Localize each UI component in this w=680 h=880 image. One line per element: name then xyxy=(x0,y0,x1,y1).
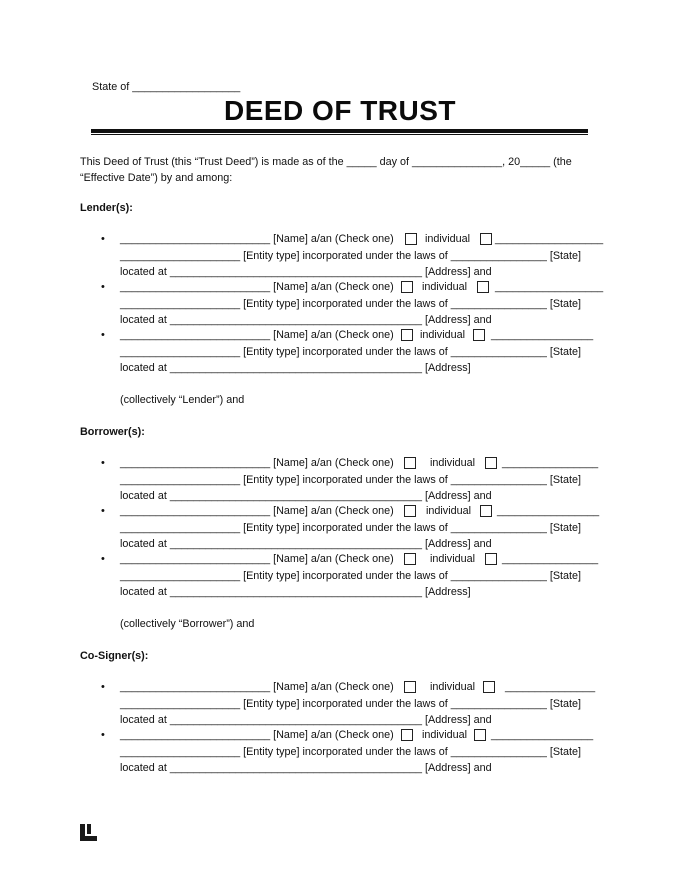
cosigner-2-entity-checkbox[interactable] xyxy=(401,729,413,741)
lender-2-individual-label: individual xyxy=(422,281,468,293)
cosigner-2-address-line[interactable]: located at __________________________________________ [Address] and xyxy=(120,762,492,774)
lender-heading: Lender(s): xyxy=(80,202,133,214)
borrower-1-entity-line[interactable]: ____________________ [Entity type] incorporated under the laws of ________________ [State] xyxy=(120,474,582,486)
lender-1-address-line[interactable]: located at __________________________________________ [Address] and xyxy=(120,266,492,278)
bullet-icon: • xyxy=(101,281,105,293)
cosigner-heading: Co-Signer(s): xyxy=(80,650,149,662)
bullet-icon: • xyxy=(101,505,105,517)
legal-templates-logo-icon xyxy=(80,824,97,841)
bullet-icon: • xyxy=(101,553,105,565)
lender-2-entity-line[interactable]: ____________________ [Entity type] incorporated under the laws of ________________ [State] xyxy=(120,298,582,310)
borrower-2-entity-line[interactable]: ____________________ [Entity type] incorporated under the laws of ________________ [State] xyxy=(120,522,582,534)
lender-1-entity-checkbox[interactable] xyxy=(405,233,417,245)
borrower-2-individual-checkbox[interactable] xyxy=(480,505,492,517)
cosigner-1-address-line[interactable]: located at __________________________________________ [Address] and xyxy=(120,714,492,726)
document-title: DEED OF TRUST xyxy=(223,95,457,126)
lender-1-name-line[interactable]: _________________________ [Name] a/an (Check one) xyxy=(120,233,394,245)
bullet-icon: • xyxy=(101,233,105,245)
lender-2-blank[interactable]: __________________ xyxy=(495,281,604,293)
lender-3-name-line[interactable]: _________________________ [Name] a/an (Check one) xyxy=(120,329,394,341)
lender-3-entity-line[interactable]: ____________________ [Entity type] incorporated under the laws of ________________ [State] xyxy=(120,346,582,358)
lender-3-address-line[interactable]: located at __________________________________________ [Address] xyxy=(120,362,471,374)
borrower-2-name-line[interactable]: _________________________ [Name] a/an (Check one) xyxy=(120,505,394,517)
borrower-3-name-line[interactable]: _________________________ [Name] a/an (Check one) xyxy=(120,553,394,565)
borrower-3-individual-checkbox[interactable] xyxy=(485,553,497,565)
state-line[interactable]: State of __________________ xyxy=(92,81,241,93)
borrower-1-individual-label: individual xyxy=(430,457,476,469)
cosigner-1-name-line[interactable]: _________________________ [Name] a/an (Check one) xyxy=(120,681,394,693)
cosigner-2-entity-line[interactable]: ____________________ [Entity type] incorporated under the laws of ________________ [State] xyxy=(120,746,582,758)
borrower-1-blank[interactable]: ________________ xyxy=(502,457,599,469)
lender-3-individual-label: individual xyxy=(420,329,466,341)
cosigner-1-individual-checkbox[interactable] xyxy=(483,681,495,693)
cosigner-1-entity-checkbox[interactable] xyxy=(404,681,416,693)
borrower-1-individual-checkbox[interactable] xyxy=(485,457,497,469)
cosigner-2-individual-label: individual xyxy=(422,729,468,741)
borrower-1-address-line[interactable]: located at __________________________________________ [Address] and xyxy=(120,490,492,502)
lender-1-entity-line[interactable]: ____________________ [Entity type] incorporated under the laws of ________________ [State] xyxy=(120,250,582,262)
borrower-3-entity-checkbox[interactable] xyxy=(404,553,416,565)
cosigner-1-blank[interactable]: _______________ xyxy=(505,681,596,693)
borrower-3-entity-line[interactable]: ____________________ [Entity type] incorporated under the laws of ________________ [State] xyxy=(120,570,582,582)
intro-line-2: “Effective Date”) by and among: xyxy=(80,172,233,184)
borrower-collective-text: (collectively “Borrower”) and xyxy=(120,618,255,630)
lender-2-entity-checkbox[interactable] xyxy=(401,281,413,293)
lender-2-name-line[interactable]: _________________________ [Name] a/an (Check one) xyxy=(120,281,394,293)
lender-3-individual-checkbox[interactable] xyxy=(473,329,485,341)
bullet-icon: • xyxy=(101,681,105,693)
borrower-2-entity-checkbox[interactable] xyxy=(404,505,416,517)
cosigner-1-individual-label: individual xyxy=(430,681,476,693)
lender-3-entity-checkbox[interactable] xyxy=(401,329,413,341)
lender-collective-text: (collectively “Lender”) and xyxy=(120,394,245,406)
intro-paragraph xyxy=(80,154,600,186)
title-rule-thin xyxy=(91,134,588,135)
borrower-3-individual-label: individual xyxy=(430,553,476,565)
borrower-heading: Borrower(s): xyxy=(80,426,145,438)
borrower-2-blank[interactable]: _________________ xyxy=(497,505,600,517)
borrower-1-entity-checkbox[interactable] xyxy=(404,457,416,469)
cosigner-2-blank[interactable]: _________________ xyxy=(491,729,594,741)
lender-1-individual-label: individual xyxy=(425,233,471,245)
cosigner-2-individual-checkbox[interactable] xyxy=(474,729,486,741)
title-rule-thick xyxy=(91,129,588,133)
borrower-1-name-line[interactable]: _________________________ [Name] a/an (Check one) xyxy=(120,457,394,469)
borrower-3-address-line[interactable]: located at __________________________________________ [Address] xyxy=(120,586,471,598)
lender-1-individual-checkbox[interactable] xyxy=(480,233,492,245)
bullet-icon: • xyxy=(101,457,105,469)
cosigner-1-entity-line[interactable]: ____________________ [Entity type] incorporated under the laws of ________________ [State] xyxy=(120,698,582,710)
lender-2-individual-checkbox[interactable] xyxy=(477,281,489,293)
intro-line-1[interactable]: This Deed of Trust (this “Trust Deed”) is made as of the _____ day of _______________, 20_____ (the xyxy=(80,156,572,168)
borrower-3-blank[interactable]: ________________ xyxy=(502,553,599,565)
lender-1-blank[interactable]: __________________ xyxy=(495,233,604,245)
lender-2-address-line[interactable]: located at __________________________________________ [Address] and xyxy=(120,314,492,326)
bullet-icon: • xyxy=(101,729,105,741)
lender-3-blank[interactable]: _________________ xyxy=(491,329,594,341)
borrower-2-address-line[interactable]: located at __________________________________________ [Address] and xyxy=(120,538,492,550)
borrower-2-individual-label: individual xyxy=(426,505,472,517)
bullet-icon: • xyxy=(101,329,105,341)
cosigner-2-name-line[interactable]: _________________________ [Name] a/an (Check one) xyxy=(120,729,394,741)
